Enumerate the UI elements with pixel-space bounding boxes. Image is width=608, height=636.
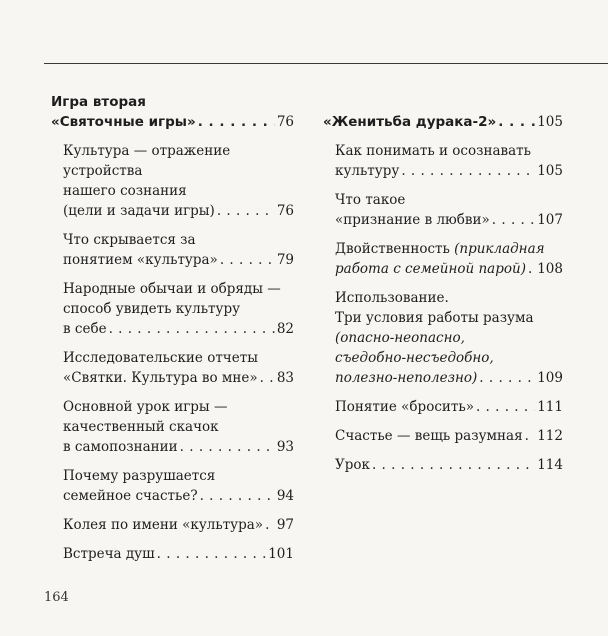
section-heading-game-two bbox=[51, 92, 294, 132]
toc-entry bbox=[335, 426, 563, 446]
page-folio: 164 bbox=[44, 590, 69, 605]
entry-text-italic: (прикладная bbox=[454, 241, 545, 257]
entry-text-italic: работа с семейной парой) bbox=[335, 261, 526, 277]
entry-text: Встреча душ bbox=[63, 546, 155, 562]
entry-line: качественный скачок bbox=[63, 419, 219, 435]
entry-last-line bbox=[63, 437, 294, 457]
entry-text-italic: съедобно-несъедобно, bbox=[335, 350, 494, 366]
entry-line: Как понимать и осознавать bbox=[335, 143, 531, 159]
heading-line bbox=[323, 112, 563, 132]
page-number: 101 bbox=[268, 546, 294, 562]
toc-entry bbox=[63, 141, 294, 221]
entry-last-line bbox=[335, 259, 563, 279]
toc-entry bbox=[335, 239, 563, 279]
section-heading-zhenitba bbox=[323, 112, 563, 132]
page-number: 94 bbox=[276, 488, 294, 504]
entry-line: Три условия работы разума bbox=[335, 310, 534, 326]
heading-line-2 bbox=[51, 112, 294, 132]
leader-dots bbox=[260, 368, 275, 388]
leader-dots bbox=[525, 426, 536, 446]
entry-text: культуру bbox=[335, 163, 400, 179]
entry-last-line bbox=[63, 201, 294, 221]
heading-line-1: Игра вторая bbox=[51, 94, 146, 110]
page-number: 111 bbox=[537, 399, 563, 415]
entry-last-line bbox=[63, 486, 294, 506]
entry-last-line bbox=[335, 368, 563, 388]
entry-line: Почему разрушается bbox=[63, 468, 216, 484]
top-rule bbox=[44, 63, 608, 64]
entry-text-italic: полезно-неполезно) bbox=[335, 370, 478, 386]
entry-last-line bbox=[63, 368, 294, 388]
entry-text: Колея по имени «культура» bbox=[63, 517, 264, 533]
leader-dots bbox=[528, 259, 535, 279]
entry-text: в самопознании bbox=[63, 439, 178, 455]
entry-last-line bbox=[335, 161, 563, 181]
entry-text: «признание в любви» bbox=[335, 212, 490, 228]
entry-text: Понятие «бросить» bbox=[335, 399, 474, 415]
page-number: 76 bbox=[276, 203, 294, 219]
page-number: 112 bbox=[537, 428, 563, 444]
leader-dots bbox=[220, 250, 275, 270]
entry-text: (цели и задачи игры) bbox=[63, 203, 215, 219]
entry-line: нашего сознания bbox=[63, 183, 187, 199]
entry-text: Счастье — вещь разумная bbox=[335, 428, 523, 444]
leader-dots bbox=[109, 319, 275, 339]
page-number: 82 bbox=[276, 321, 294, 337]
toc-entry bbox=[335, 190, 563, 230]
entry-line: Что такое bbox=[335, 192, 406, 208]
toc-entry bbox=[63, 515, 294, 535]
page-number: 107 bbox=[537, 212, 563, 228]
leader-dots bbox=[479, 368, 535, 388]
entry-text: в себе bbox=[63, 321, 107, 337]
toc-entry bbox=[63, 544, 294, 564]
entry-line: Использование. bbox=[335, 290, 449, 306]
heading-title: «Женитьба дурака-2» bbox=[323, 114, 497, 130]
entry-line: Что скрывается за bbox=[63, 232, 196, 248]
toc-entry bbox=[63, 279, 294, 339]
toc-entry bbox=[335, 288, 563, 388]
page-number: 114 bbox=[537, 457, 563, 473]
toc-entry bbox=[63, 397, 294, 457]
entry-line: Народные обычаи и обряды — bbox=[63, 281, 281, 297]
entry-text: понятием «культура» bbox=[63, 252, 218, 268]
page-number: 105 bbox=[537, 163, 563, 179]
leader-dots bbox=[198, 112, 275, 132]
page-number: 97 bbox=[276, 517, 294, 533]
entry-last-line bbox=[335, 426, 563, 446]
leader-dots bbox=[180, 437, 275, 457]
leader-dots bbox=[265, 515, 275, 535]
leader-dots bbox=[157, 544, 267, 564]
toc-left-column bbox=[51, 92, 294, 564]
leader-dots bbox=[401, 161, 535, 181]
page-number: 109 bbox=[537, 370, 563, 386]
leader-dots bbox=[476, 397, 535, 417]
entry-last-line bbox=[335, 210, 563, 230]
page-number: 105 bbox=[537, 114, 563, 130]
toc-entry bbox=[335, 141, 563, 181]
leader-dots bbox=[492, 210, 535, 230]
page-number: 93 bbox=[276, 439, 294, 455]
leader-dots bbox=[200, 486, 275, 506]
entry-line: Культура — отражение устройства bbox=[63, 143, 231, 179]
heading-title: «Святочные игры» bbox=[51, 114, 196, 130]
leader-dots bbox=[498, 112, 535, 132]
toc-entry bbox=[63, 466, 294, 506]
page-number: 108 bbox=[537, 261, 563, 277]
entry-last-line bbox=[63, 515, 294, 535]
leader-dots bbox=[372, 455, 535, 475]
entry-last-line bbox=[63, 250, 294, 270]
entry-text: Двойственность bbox=[335, 241, 455, 257]
entry-line bbox=[335, 239, 563, 259]
entry-last-line bbox=[63, 319, 294, 339]
entry-text-italic: (опасно-неопасно, bbox=[335, 330, 465, 346]
entry-last-line bbox=[335, 455, 563, 475]
page-number: 83 bbox=[276, 370, 294, 386]
entry-line: Исследовательские отчеты bbox=[63, 350, 258, 366]
leader-dots bbox=[217, 201, 275, 221]
toc-right-column bbox=[323, 112, 563, 475]
toc-entry bbox=[63, 230, 294, 270]
toc-entry bbox=[63, 348, 294, 388]
entry-line: Основной урок игры — bbox=[63, 399, 228, 415]
entry-last-line bbox=[335, 397, 563, 417]
toc-entry bbox=[335, 397, 563, 417]
toc-entry bbox=[335, 455, 563, 475]
entry-text: «Святки. Культура во мне» bbox=[63, 370, 258, 386]
page-number: 79 bbox=[276, 252, 294, 268]
entry-text: Урок bbox=[335, 457, 370, 473]
page-number: 76 bbox=[276, 114, 294, 130]
entry-text: семейное счастье? bbox=[63, 488, 198, 504]
entry-last-line bbox=[63, 544, 294, 564]
entry-line: способ увидеть культуру bbox=[63, 301, 241, 317]
